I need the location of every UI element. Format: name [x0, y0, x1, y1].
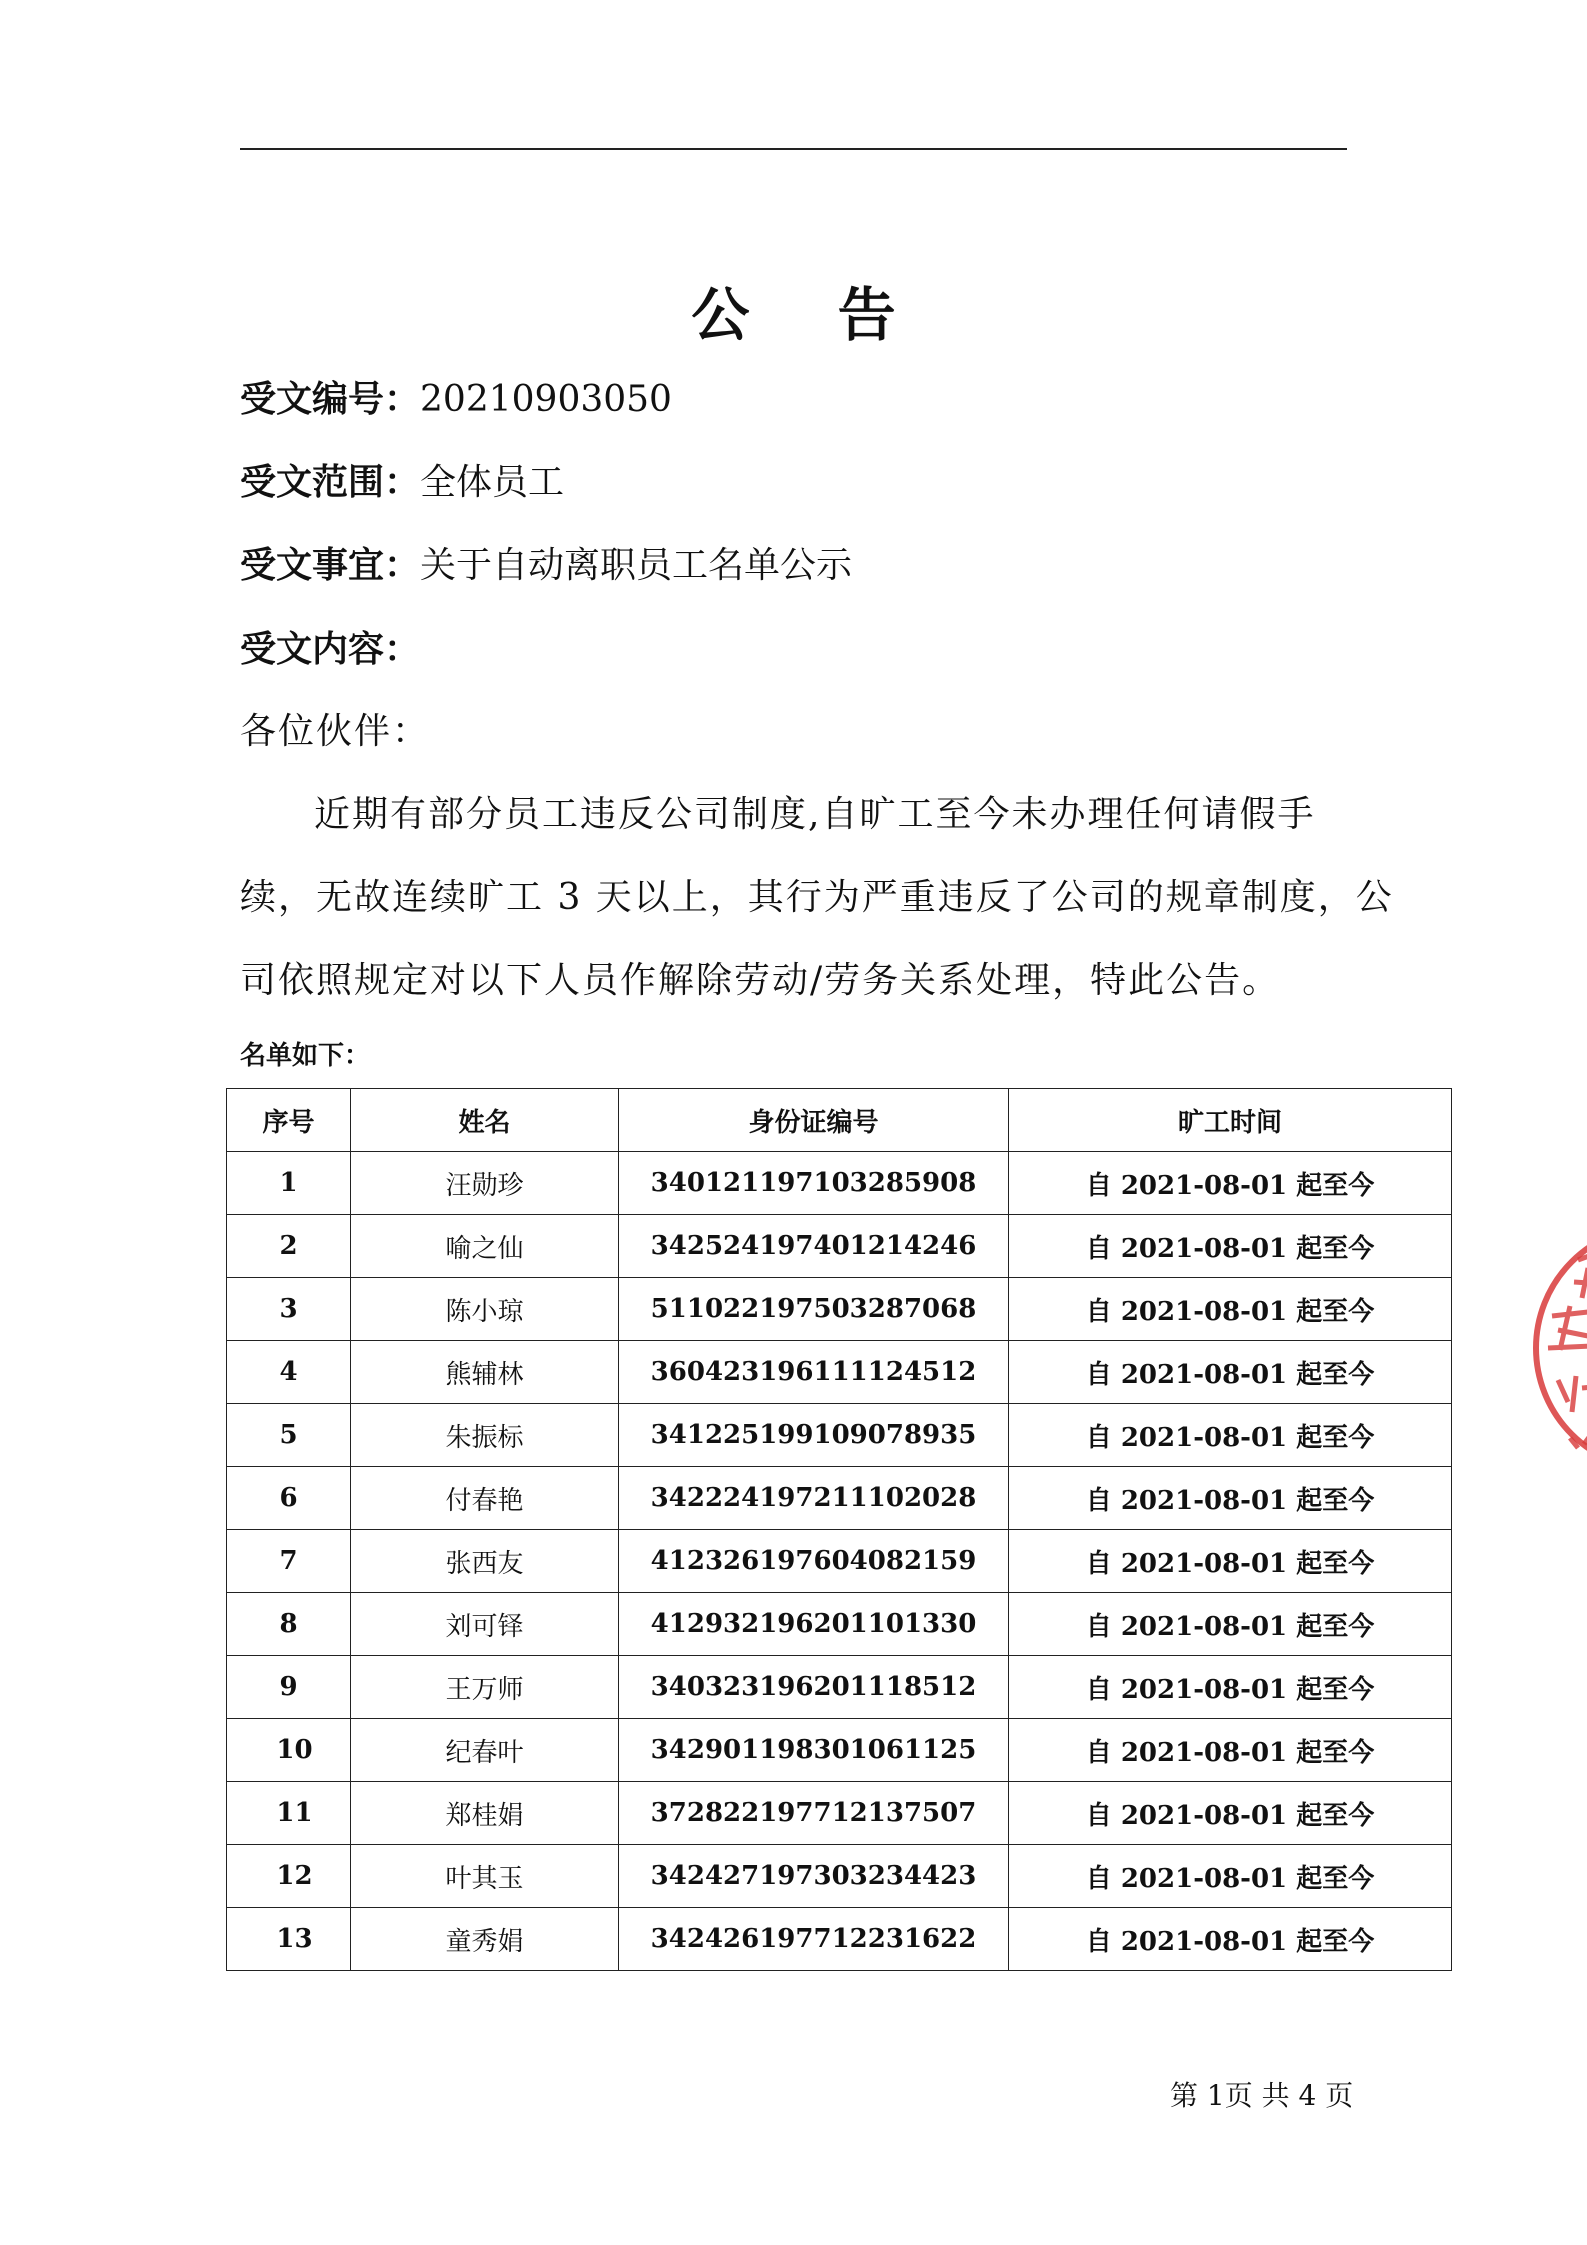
cell-index: 4 [227, 1341, 351, 1404]
meta-scope [240, 457, 564, 508]
cell-id-number: 342224197211102028 [619, 1467, 1009, 1530]
meta-subject [240, 540, 852, 591]
list-heading: 名单如下： [240, 1041, 371, 1071]
table-row [227, 1467, 1452, 1530]
cell-absence-period: 自 2021-08-01 起至今 [1009, 1782, 1452, 1845]
cell-name: 郑桂娟 [351, 1782, 619, 1845]
document-title: 公 告 [691, 281, 930, 349]
cell-name: 付春艳 [351, 1467, 619, 1530]
table-row [227, 1152, 1452, 1215]
paragraph-line-3: 司依照规定对以下人员作解除劳动/劳务关系处理，特此公告。 [240, 960, 1281, 1001]
greeting: 各位伙伴： [240, 711, 431, 752]
cell-index: 13 [227, 1908, 351, 1971]
cell-index: 12 [227, 1845, 351, 1908]
cell-index: 8 [227, 1593, 351, 1656]
table-body [227, 1152, 1452, 1971]
table-row [227, 1215, 1452, 1278]
cell-id-number: 412326197604082159 [619, 1530, 1009, 1593]
cell-id-number: 342427197303234423 [619, 1845, 1009, 1908]
meta-label: 受文事宜： [240, 544, 421, 586]
cell-name: 张西友 [351, 1530, 619, 1593]
company-seal-stamp [1508, 1198, 1587, 1498]
employee-table [226, 1088, 1452, 1971]
cell-absence-period: 自 2021-08-01 起至今 [1009, 1404, 1452, 1467]
cell-absence-period: 自 2021-08-01 起至今 [1009, 1908, 1452, 1971]
page-number: 第 1页 共 4 页 [1170, 2079, 1354, 2112]
meta-value: 全体员工 [420, 462, 565, 503]
meta-value: 关于自动离职员工名单公示 [420, 545, 853, 586]
header-absence-period: 旷工时间 [1009, 1089, 1452, 1152]
cell-id-number: 341225199109078935 [619, 1404, 1009, 1467]
cell-absence-period: 自 2021-08-01 起至今 [1009, 1656, 1452, 1719]
cell-absence-period: 自 2021-08-01 起至今 [1009, 1341, 1452, 1404]
table-row [227, 1593, 1452, 1656]
cell-id-number: 342901198301061125 [619, 1719, 1009, 1782]
seal-marks [1548, 1252, 1587, 1456]
cell-index: 1 [227, 1152, 351, 1215]
table-row [227, 1782, 1452, 1845]
cell-name: 朱振标 [351, 1404, 619, 1467]
table-row [227, 1341, 1452, 1404]
table-row [227, 1719, 1452, 1782]
header-rule [240, 148, 1347, 150]
seal-ring [1536, 1226, 1587, 1470]
cell-id-number: 342426197712231622 [619, 1908, 1009, 1971]
header-index: 序号 [227, 1089, 351, 1152]
cell-name: 叶其玉 [351, 1845, 619, 1908]
meta-content [240, 624, 420, 675]
cell-name: 喻之仙 [351, 1215, 619, 1278]
cell-id-number: 340121197103285908 [619, 1152, 1009, 1215]
cell-absence-period: 自 2021-08-01 起至今 [1009, 1215, 1452, 1278]
cell-absence-period: 自 2021-08-01 起至今 [1009, 1719, 1452, 1782]
cell-name: 熊辅林 [351, 1341, 619, 1404]
cell-absence-period: 自 2021-08-01 起至今 [1009, 1467, 1452, 1530]
cell-id-number: 372822197712137507 [619, 1782, 1009, 1845]
cell-id-number: 340323196201118512 [619, 1656, 1009, 1719]
cell-name: 刘可铎 [351, 1593, 619, 1656]
table-row [227, 1908, 1452, 1971]
meta-label: 受文范围： [240, 461, 421, 503]
cell-index: 11 [227, 1782, 351, 1845]
cell-absence-period: 自 2021-08-01 起至今 [1009, 1845, 1452, 1908]
cell-index: 6 [227, 1467, 351, 1530]
cell-name: 童秀娟 [351, 1908, 619, 1971]
table-row [227, 1656, 1452, 1719]
cell-index: 3 [227, 1278, 351, 1341]
cell-name: 陈小琼 [351, 1278, 619, 1341]
header-name: 姓名 [351, 1089, 619, 1152]
cell-index: 10 [227, 1719, 351, 1782]
meta-value: 20210903050 [420, 379, 672, 420]
cell-name: 王万师 [351, 1656, 619, 1719]
paragraph-line-1: 近期有部分员工违反公司制度,自旷工至今未办理任何请假手 [314, 794, 1316, 835]
table-row [227, 1404, 1452, 1467]
meta-label: 受文内容： [240, 628, 421, 670]
cell-id-number: 342524197401214246 [619, 1215, 1009, 1278]
cell-absence-period: 自 2021-08-01 起至今 [1009, 1530, 1452, 1593]
cell-absence-period: 自 2021-08-01 起至今 [1009, 1152, 1452, 1215]
paragraph-line-2: 续，无故连续旷工 3 天以上，其行为严重违反了公司的规章制度，公 [240, 877, 1394, 918]
cell-index: 7 [227, 1530, 351, 1593]
cell-id-number: 412932196201101330 [619, 1593, 1009, 1656]
table-row [227, 1278, 1452, 1341]
cell-id-number: 360423196111124512 [619, 1341, 1009, 1404]
header-id-number: 身份证编号 [619, 1089, 1009, 1152]
cell-id-number: 511022197503287068 [619, 1278, 1009, 1341]
cell-index: 2 [227, 1215, 351, 1278]
cell-name: 纪春叶 [351, 1719, 619, 1782]
cell-index: 5 [227, 1404, 351, 1467]
table-row [227, 1530, 1452, 1593]
cell-absence-period: 自 2021-08-01 起至今 [1009, 1593, 1452, 1656]
table-header-row [227, 1089, 1452, 1152]
meta-document-number [240, 374, 672, 425]
cell-name: 汪勋珍 [351, 1152, 619, 1215]
table-row [227, 1845, 1452, 1908]
cell-index: 9 [227, 1656, 351, 1719]
meta-label: 受文编号： [240, 378, 421, 420]
cell-absence-period: 自 2021-08-01 起至今 [1009, 1278, 1452, 1341]
